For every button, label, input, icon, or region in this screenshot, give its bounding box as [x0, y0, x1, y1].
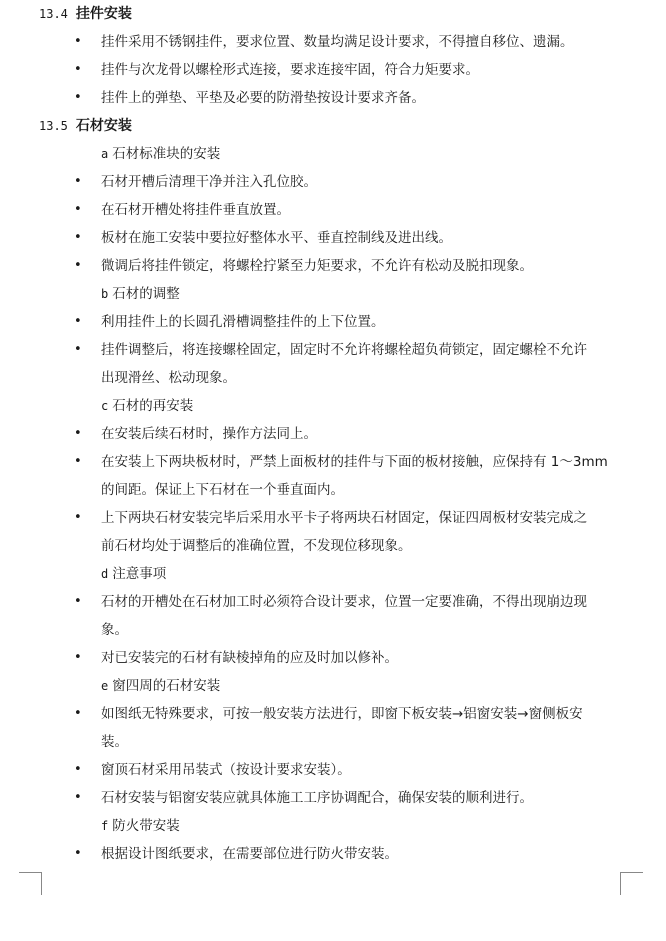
bullet-icon: • [74, 426, 82, 441]
list-item-continuation: 出现滑丝、松动现象。 [101, 370, 236, 386]
bullet-icon: • [74, 202, 82, 217]
list-item: 挂件与次龙骨以螺栓形式连接，要求连接牢固，符合力矩要求。 [101, 62, 479, 78]
bullet-icon: • [74, 34, 82, 49]
bullet-icon: • [74, 174, 82, 189]
section-heading-13-4: 13.4 挂件安装 [39, 6, 132, 22]
subsection-heading-f: f 防火带安装 [101, 818, 180, 834]
list-item: 石材开槽后清理干净并注入孔位胶。 [101, 174, 317, 190]
bullet-icon: • [74, 510, 82, 525]
section-heading-13-5: 13.5 石材安装 [39, 118, 132, 134]
list-item: 窗顶石材采用吊装式（按设计要求安装）。 [101, 762, 351, 778]
subsection-heading-c: c 石材的再安装 [101, 398, 194, 414]
list-item-continuation: 装。 [101, 734, 128, 750]
list-item: 根据设计图纸要求，在需要部位进行防火带安装。 [101, 846, 398, 862]
list-item: 在石材开槽处将挂件垂直放置。 [101, 202, 290, 218]
list-item: 在安装后续石材时，操作方法同上。 [101, 426, 317, 442]
bullet-icon: • [74, 650, 82, 665]
list-item: 对已安装完的石材有缺棱掉角的应及时加以修补。 [101, 650, 398, 666]
bullet-icon: • [74, 258, 82, 273]
list-item: 石材安装与铝窗安装应就具体施工工序协调配合，确保安装的顺利进行。 [101, 790, 533, 806]
page-corner-mark-left [19, 872, 42, 895]
list-item: 微调后将挂件锁定，将螺栓拧紧至力矩要求，不允许有松动及脱扣现象。 [101, 258, 533, 274]
list-item: 板材在施工安装中要拉好整体水平、垂直控制线及进出线。 [101, 230, 452, 246]
bullet-icon: • [74, 230, 82, 245]
list-item: 利用挂件上的长圆孔滑槽调整挂件的上下位置。 [101, 314, 385, 330]
bullet-icon: • [74, 342, 82, 357]
bullet-icon: • [74, 90, 82, 105]
list-item-continuation: 的间距。保证上下石材在一个垂直面内。 [101, 482, 344, 498]
bullet-icon: • [74, 594, 82, 609]
subsection-heading-b: b 石材的调整 [101, 286, 180, 302]
bullet-icon: • [74, 846, 82, 861]
bullet-icon: • [74, 62, 82, 77]
subsection-heading-d: d 注意事项 [101, 566, 167, 582]
page-corner-mark-right [620, 872, 643, 895]
list-item: 挂件采用不锈钢挂件，要求位置、数量均满足设计要求，不得擅自移位、遗漏。 [101, 34, 574, 50]
list-item: 挂件上的弹垫、平垫及必要的防滑垫按设计要求齐备。 [101, 90, 425, 106]
list-item-continuation: 前石材均处于调整后的准确位置，不发现位移现象。 [101, 538, 412, 554]
list-item: 挂件调整后，将连接螺栓固定，固定时不允许将螺栓超负荷锁定，固定螺栓不允许 [101, 342, 587, 358]
list-item-continuation: 象。 [101, 622, 128, 638]
bullet-icon: • [74, 314, 82, 329]
subsection-heading-a: a 石材标准块的安装 [101, 146, 221, 162]
bullet-icon: • [74, 454, 82, 469]
bullet-icon: • [74, 790, 82, 805]
bullet-icon: • [74, 706, 82, 721]
list-item: 如图纸无特殊要求，可按一般安装方法进行，即窗下板安装→铝窗安装→窗侧板安 [101, 706, 583, 722]
bullet-icon: • [74, 762, 82, 777]
subsection-heading-e: e 窗四周的石材安装 [101, 678, 221, 694]
list-item: 上下两块石材安装完毕后采用水平卡子将两块石材固定，保证四周板材安装完成之 [101, 510, 587, 526]
list-item: 石材的开槽处在石材加工时必须符合设计要求，位置一定要准确，不得出现崩边现 [101, 594, 587, 610]
list-item: 在安装上下两块板材时，严禁上面板材的挂件与下面的板材接触，应保持有 1～3mm [101, 454, 608, 470]
